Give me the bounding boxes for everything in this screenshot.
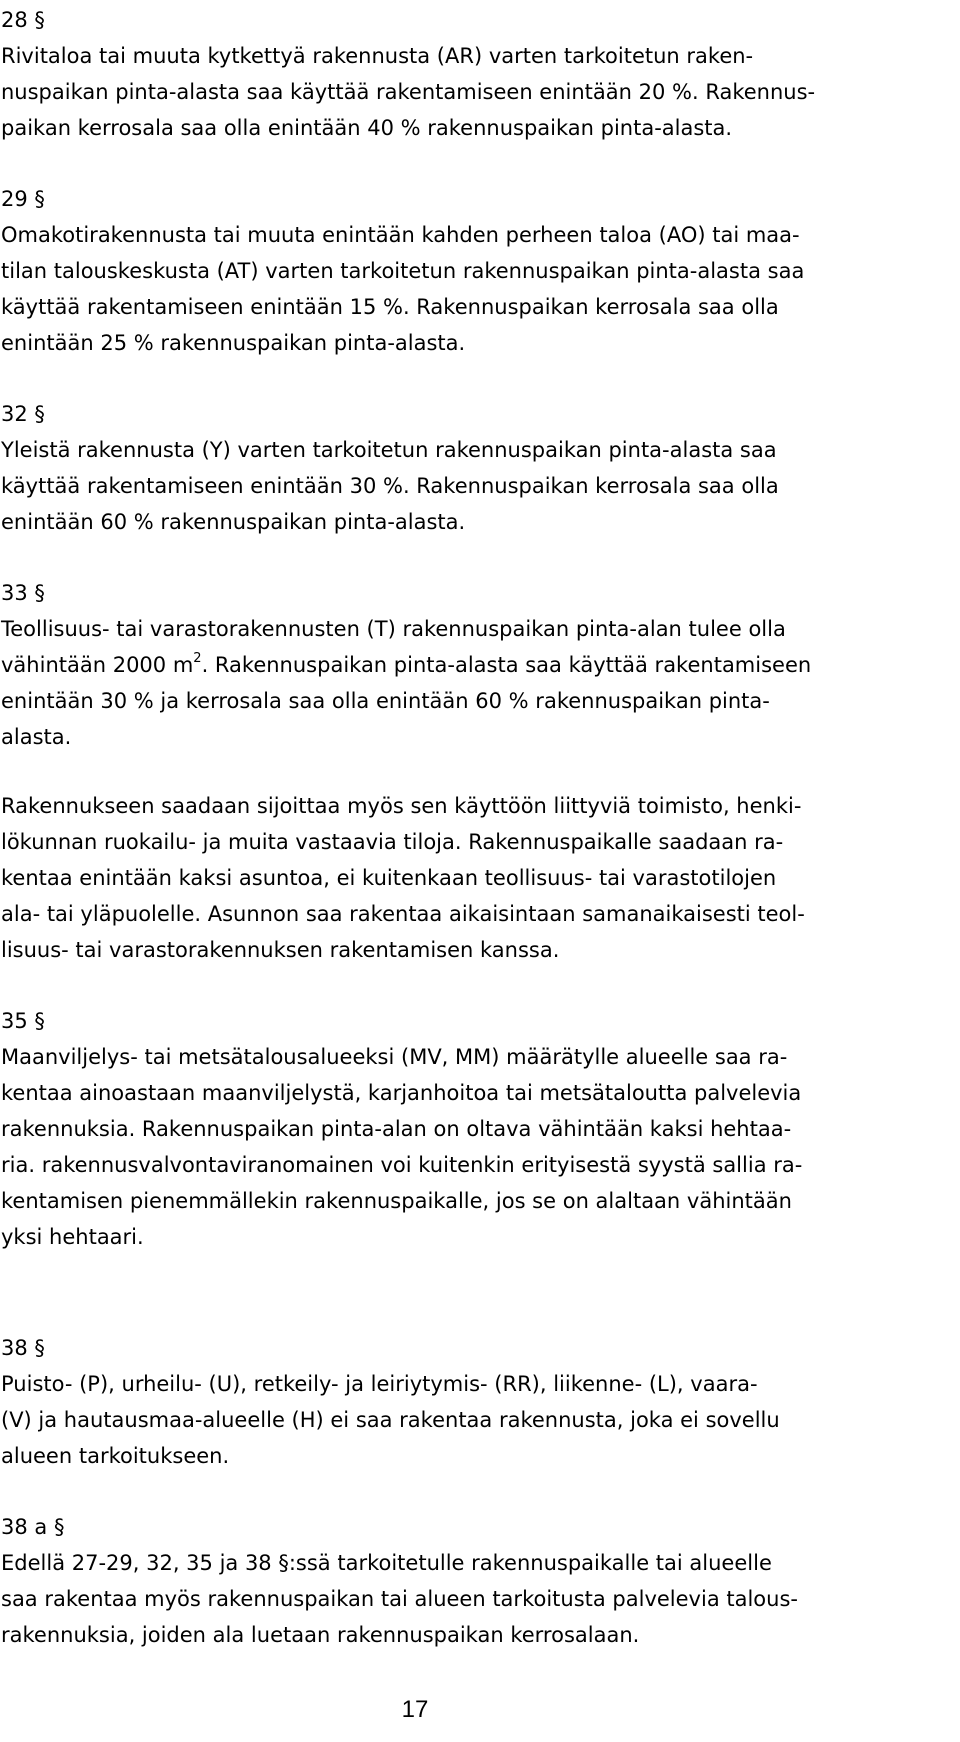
paragraph-line: Rakennukseen saadaan sijoittaa myös sen käyttöön liittyviä toimisto, henki-: [1, 794, 802, 818]
paragraph-line: Omakotirakennusta tai muuta enintään kahden perheen taloa (AO) tai maa-: [1, 223, 800, 247]
section-paragraph: [1, 38, 946, 146]
section-28: [1, 2, 946, 146]
section-heading: 38 a §: [1, 1515, 65, 1539]
spacer: [1, 361, 946, 396]
paragraph-line-rest: . Rakennuspaikan pinta-alasta saa käyttää rakentamiseen: [201, 653, 812, 677]
section-38: [1, 1330, 946, 1474]
section-heading: 38 §: [1, 1336, 45, 1360]
superscript-square: 2: [193, 651, 202, 666]
document-body: [1, 2, 946, 1653]
section-32: [1, 396, 946, 540]
paragraph-line: (V) ja hautausmaa-alueelle (H) ei saa rakentaa rakennusta, joka ei sovellu: [1, 1408, 780, 1432]
paragraph-line: alueen tarkoitukseen.: [1, 1444, 230, 1468]
paragraph-line: nuspaikan pinta-alasta saa käyttää rakentamiseen enintään 20 %. Rakennus-: [1, 80, 816, 104]
paragraph-line: Yleistä rakennusta (Y) varten tarkoitetun rakennuspaikan pinta-alasta saa: [1, 438, 777, 462]
section-38a: [1, 1509, 946, 1653]
paragraph-line: enintään 60 % rakennuspaikan pinta-alasta.: [1, 510, 466, 534]
section-paragraph: [1, 1545, 946, 1653]
paragraph-line: rakennuksia, joiden ala luetaan rakennuspaikan kerrosalaan.: [1, 1623, 640, 1647]
section-paragraph: [1, 1366, 946, 1474]
paragraph-line: enintään 30 % ja kerrosala saa olla enintään 60 % rakennuspaikan pinta-: [1, 689, 770, 713]
paragraph-line: saa rakentaa myös rakennuspaikan tai alueen tarkoitusta palvelevia talous-: [1, 1587, 798, 1611]
spacer: [1, 146, 946, 181]
spacer: [1, 1255, 946, 1330]
paragraph-line: Puisto- (P), urheilu- (U), retkeily- ja leiriytymis- (RR), liikenne- (L), vaara-: [1, 1372, 758, 1396]
section-heading: 33 §: [1, 581, 45, 605]
section-33: [1, 575, 946, 968]
paragraph-line: lökunnan ruokailu- ja muita vastaavia tiloja. Rakennuspaikalle saadaan ra-: [1, 830, 784, 854]
paragraph-line: käyttää rakentamiseen enintään 15 %. Rakennuspaikan kerrosala saa olla: [1, 295, 779, 319]
paragraph-line: lisuus- tai varastorakennuksen rakentamisen kanssa.: [1, 938, 560, 962]
paragraph-line: Rivitaloa tai muuta kytkettyä rakennusta (AR) varten tarkoitetun raken-: [1, 44, 754, 68]
paragraph-line: Edellä 27-29, 32, 35 ja 38 §:ssä tarkoitetulle rakennuspaikalle tai alueelle: [1, 1551, 772, 1575]
section-heading: 32 §: [1, 402, 45, 426]
paragraph-line: Maanviljelys- tai metsätalousalueeksi (MV, MM) määrätylle alueelle saa ra-: [1, 1045, 788, 1069]
section-paragraph: [1, 432, 946, 540]
spacer: [1, 968, 946, 1003]
section-29: [1, 181, 946, 361]
section-35: [1, 1003, 946, 1255]
paragraph-line: kentaa enintään kaksi asuntoa, ei kuitenkaan teollisuus- tai varastotilojen: [1, 866, 777, 890]
spacer: [1, 540, 946, 575]
paragraph-line: tilan talouskeskusta (AT) varten tarkoitetun rakennuspaikan pinta-alasta saa: [1, 259, 805, 283]
spacer: [1, 755, 946, 788]
paragraph-line: kentaa ainoastaan maanviljelystä, karjanhoitoa tai metsätaloutta palvelevia: [1, 1081, 802, 1105]
section-heading: 29 §: [1, 187, 45, 211]
paragraph-line: [1, 647, 946, 683]
spacer: [1, 1474, 946, 1509]
section-paragraph: [1, 217, 946, 361]
paragraph-line: yksi hehtaari.: [1, 1225, 144, 1249]
section-paragraph: [1, 611, 946, 755]
paragraph-line: enintään 25 % rakennuspaikan pinta-alasta.: [1, 331, 466, 355]
paragraph-line: ria. rakennusvalvontaviranomainen voi kuitenkin erityisestä syystä sallia ra-: [1, 1153, 803, 1177]
paragraph-line: alasta.: [1, 725, 72, 749]
paragraph-line: kentamisen pienemmällekin rakennuspaikalle, jos se on alaltaan vähintään: [1, 1189, 792, 1213]
paragraph-line: rakennuksia. Rakennuspaikan pinta-alan on oltava vähintään kaksi hehtaa-: [1, 1117, 792, 1141]
page-number: 17: [401, 1696, 429, 1723]
paragraph-line: ala- tai yläpuolelle. Asunnon saa rakentaa aikaisintaan samanaikaisesti teol-: [1, 902, 805, 926]
paragraph-line: paikan kerrosala saa olla enintään 40 % rakennuspaikan pinta-alasta.: [1, 116, 733, 140]
paragraph-line: Teollisuus- tai varastorakennusten (T) rakennuspaikan pinta-alan tulee olla: [1, 617, 786, 641]
section-paragraph: [1, 1039, 946, 1255]
section-heading: 28 §: [1, 8, 45, 32]
section-heading: 35 §: [1, 1009, 45, 1033]
paragraph-line: käyttää rakentamiseen enintään 30 %. Rakennuspaikan kerrosala saa olla: [1, 474, 779, 498]
area-value-text: vähintään 2000 m: [1, 653, 194, 677]
section-paragraph-extra: [1, 788, 946, 968]
